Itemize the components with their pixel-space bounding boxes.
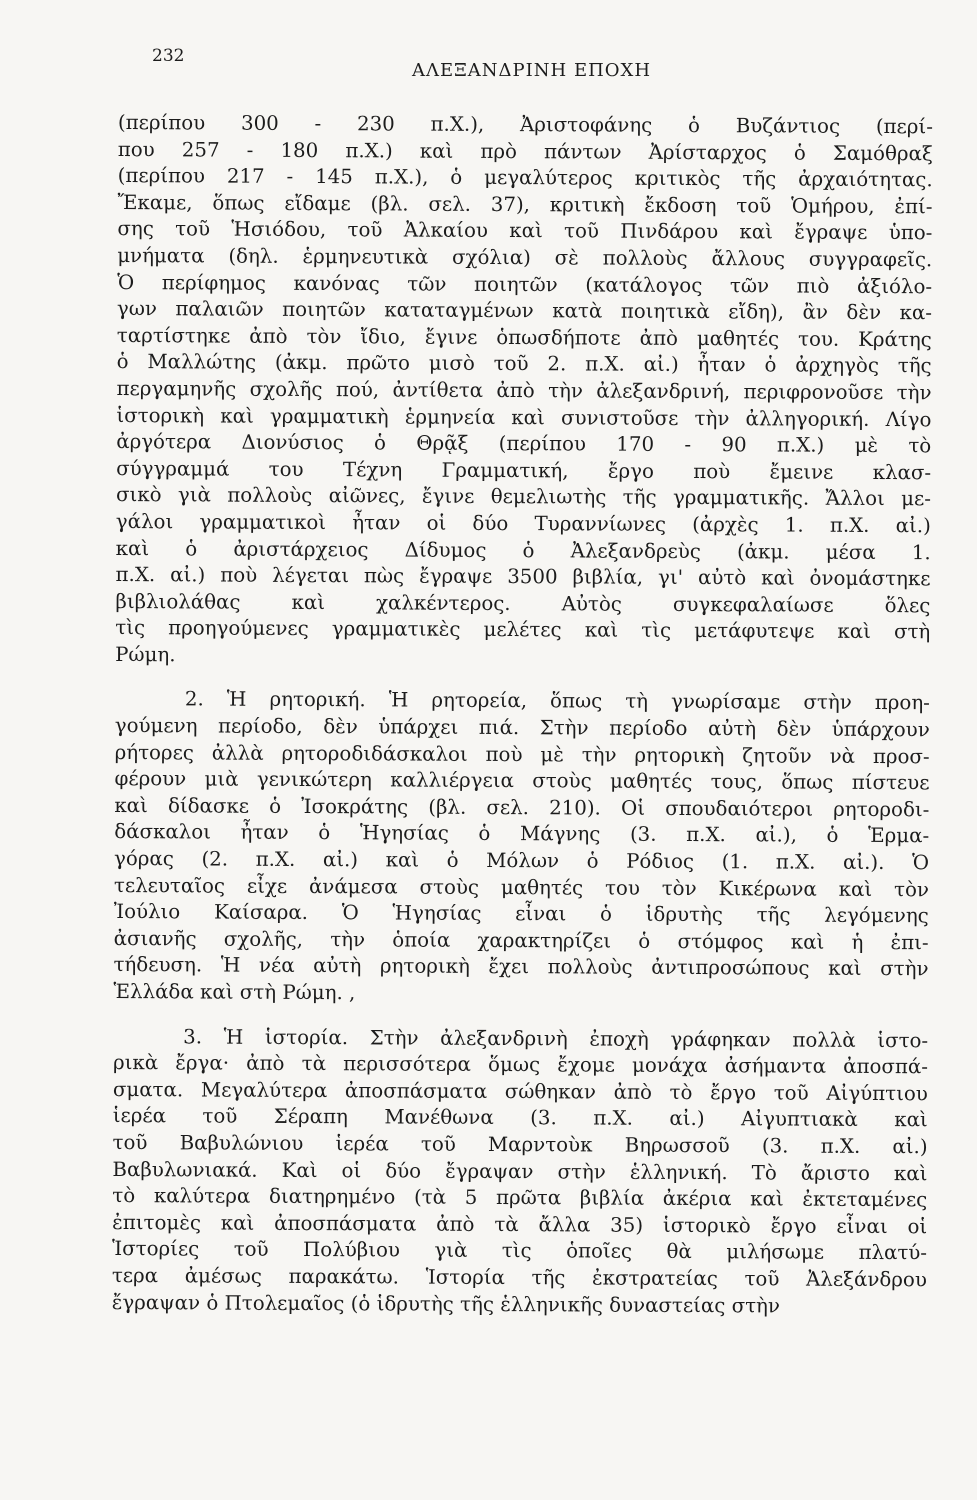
- text-line: τὶς προηγούμενες γραμματικὲς μελέτες καὶ τὶς μετάφυτεψε καὶ στὴ: [115, 616, 931, 644]
- text-line: δάσκαλοι ἦταν ὁ Ἡγησίας ὁ Μάγνης (3. π.Χ. αἰ.), ὁ Ἑρμα-: [114, 820, 930, 848]
- text-line: μνήματα (δηλ. ἑρμηνευτικὰ σχόλια) σὲ πολλοὺς ἄλλους συγγραφεῖς.: [117, 243, 933, 272]
- text-line: ταρτίστηκε ἀπὸ τὸν ἴδιο, ἔγινε ὁπωσδήποτε ἀπὸ μαθητές του. Κράτης: [116, 323, 932, 352]
- text-line: ἱστορικὴ καὶ γραμματικὴ ἑρμηνεία καὶ συνιστοῦσε τὴν ἀλληγορική. Λίγο: [116, 403, 932, 431]
- text-line: τὸ καλύτερα διατηρημένο (τὰ 5 πρῶτα βιβλία ἀκέρια καὶ ἐκτεταμένες: [112, 1184, 928, 1212]
- text-line: τήδευση. Ἡ νέα αὐτὴ ρητορικὴ ἔχει πολλοὺς ἀντιπροσώπους καὶ στὴν: [113, 953, 929, 981]
- text-line: καὶ δίδασκε ὁ Ἰσοκράτης (βλ. σελ. 210). Οἱ σπουδαιότεροι ρητοροδι-: [114, 793, 930, 822]
- text-line: Ἑλλάδα καὶ στὴ Ρώμη. ,: [113, 979, 356, 1005]
- text-line: Ὁ περίφημος κανόνας τῶν ποιητῶν (κατάλογος τῶν πιὸ ἀξιόλο-: [117, 270, 933, 298]
- paragraph: [112, 1024, 929, 1321]
- text-line: τελευταῖος εἶχε ἀνάμεσα στοὺς μαθητές του τὸν Κικέρωνα καὶ τὸν: [113, 873, 929, 901]
- text-line: που 257 - 180 π.Χ.) καὶ πρὸ πάντων Ἀρίσταρχος ὁ Σαμόθραξ: [117, 137, 933, 165]
- page-number: 232: [152, 46, 185, 66]
- text-line: ἀσιανῆς σχολῆς, τὴν ὁποία χαρακτηρίζει ὁ στόμφος καὶ ἡ ἐπι-: [113, 926, 929, 955]
- text-line: Βαβυλωνιακά. Καὶ οἱ δύο ἔγραψαν στὴν ἑλληνική. Τὸ ἄριστο καὶ: [112, 1157, 928, 1185]
- text-line: 2. Ἡ ρητορική. Ἡ ρητορεία, ὅπως τὴ γνωρίσαμε στὴν προη-: [184, 687, 930, 715]
- text-line: φέρουν μιὰ γενικώτερη καλλιέργεια στοὺς μαθητές τους, ὅπως πίστευε: [114, 767, 930, 795]
- text-line: Ἱστορίες τοῦ Πολύβιου γιὰ τὶς ὁποῖες θὰ μιλήσωμε πλατύ-: [111, 1237, 928, 1265]
- text-line: 3. Ἡ ἱστορία. Στὴν ἀλεξανδρινὴ ἐποχὴ γράφηκαν πολλὰ ἱστο-: [183, 1024, 929, 1052]
- text-line: Ἔκαμε, ὅπως εἴδαμε (βλ. σελ. 37), κριτικὴ ἔκδοση τοῦ Ὁμήρου, ἐπί-: [117, 190, 933, 219]
- text-line: σης τοῦ Ἡσιόδου, τοῦ Ἀλκαίου καὶ τοῦ Πινδάρου καὶ ἔγραψε ὑπο-: [117, 217, 933, 245]
- text-line: Ἰούλιο Καίσαρα. Ὁ Ἡγησίας εἶναι ὁ ἱδρυτὴς τῆς λεγόμενης: [113, 900, 929, 928]
- text-line: βιβλιολάθας καὶ χαλκέντερος. Αὐτὸς συγκεφαλαίωσε ὅλες: [115, 589, 931, 617]
- text-line: σικὸ γιὰ πολλοὺς αἰῶνες, ἔγινε θεμελιωτὴς τῆς γραμματικῆς. Ἄλλοι με-: [115, 483, 932, 511]
- text-line: σματα. Μεγαλύτερα ἀποσπάσματα σώθηκαν ἀπὸ τὸ ἔργο τοῦ Αἰγύπτιου: [112, 1077, 928, 1106]
- text-line: περγαμηνῆς σχολῆς πού, ἀντίθετα ἀπὸ τὴν ἀλεξανδρινή, περιφρονοῦσε τὴν: [116, 376, 932, 405]
- text-line: σύγγραμμά του Τέχνη Γραμματική, ἔργο ποὺ ἔμεινε κλασ-: [116, 456, 932, 484]
- text-line: γων παλαιῶν ποιητῶν καταταγμένων κατὰ ποιητικὰ εἴδη), ἂν δὲν κα-: [116, 297, 933, 325]
- text-line: γούμενη περίοδο, δὲν ὑπάρχει πιά. Στὴν περίοδο αὐτὴ δὲν ὑπάρχουν: [114, 714, 930, 742]
- text-line: (περίπου 300 - 230 π.Χ.), Ἀριστοφάνης ὁ Βυζάντιος (περί-: [117, 110, 933, 139]
- paragraph: [115, 110, 933, 673]
- running-head: ΑΛΕΞΑΝΔΡΙΝΗ ΕΠΟΧΗ: [412, 60, 652, 81]
- text-line: Ρώμη.: [115, 642, 176, 667]
- text-line: τοῦ Βαβυλώνιου ἱερέα τοῦ Μαρντοὺκ Βηρωσσοῦ (3. π.Χ. αἰ.): [112, 1130, 928, 1159]
- text-line: γάλοι γραμματικοὶ ἦταν οἱ δύο Τυραννίωνες (ἀρχὲς 1. π.Χ. αἰ.): [115, 509, 931, 538]
- text-line: ἐπιτομὲς καὶ ἀποσπάσματα ἀπὸ τὰ ἄλλα 35) ἱστορικὸ ἔργο εἶναι οἱ: [112, 1210, 928, 1239]
- paragraph: [113, 686, 930, 1009]
- text-line: γόρας (2. π.Χ. αἰ.) καὶ ὁ Μόλων ὁ Ρόδιος (1. π.Χ. αἰ.). Ὁ: [114, 847, 930, 875]
- text-line: ἱερέα τοῦ Σέραπη Μανέθωνα (3. π.Χ. αἰ.) Αἰγυπτιακὰ καὶ: [112, 1104, 928, 1132]
- text-line: ρήτορες ἀλλὰ ρητοροδιδάσκαλοι ποὺ μὲ τὴν ρητορικὴ ζητοῦν νὰ προσ-: [114, 740, 930, 768]
- text-line: (περίπου 217 - 145 π.Χ.), ὁ μεγαλύτερος κριτικὸς τῆς ἀρχαιότητας.: [117, 164, 933, 192]
- text-line: τερα ἀμέσως παρακάτω. Ἱστορία τῆς ἐκστρατείας τοῦ Ἀλεξάνδρου: [111, 1263, 927, 1292]
- text-line: ὁ Μαλλώτης (ἀκμ. πρῶτο μισὸ τοῦ 2. π.Χ. αἰ.) ἦταν ὁ ἀρχηγὸς τῆς: [116, 350, 932, 378]
- text-line: ἀργότερα Διονύσιος ὁ Θρᾷξ (περίπου 170 - 90 π.Χ.) μὲ τὸ: [116, 430, 932, 458]
- text-line: καὶ ὁ ἀριστάρχειος Δίδυμος ὁ Ἀλεξανδρεὺς (ἀκμ. μέσα 1.: [115, 536, 931, 564]
- text-line: ρικὰ ἔργα· ἀπὸ τὰ περισσότερα ὅμως ἔχομε μονάχα ἀσήμαντα ἀποσπά-: [112, 1051, 929, 1079]
- text-line: ἔγραψαν ὁ Πτολεμαῖος (ὁ ἱδρυτὴς τῆς ἑλληνικῆς δυναστείας στὴν: [111, 1290, 781, 1318]
- body-text: [112, 110, 933, 1320]
- text-line: π.Χ. αἰ.) ποὺ λέγεται πὼς ἔγραψε 3500 βιβλία, γι' αὐτὸ καὶ ὀνομάστηκε: [115, 563, 931, 591]
